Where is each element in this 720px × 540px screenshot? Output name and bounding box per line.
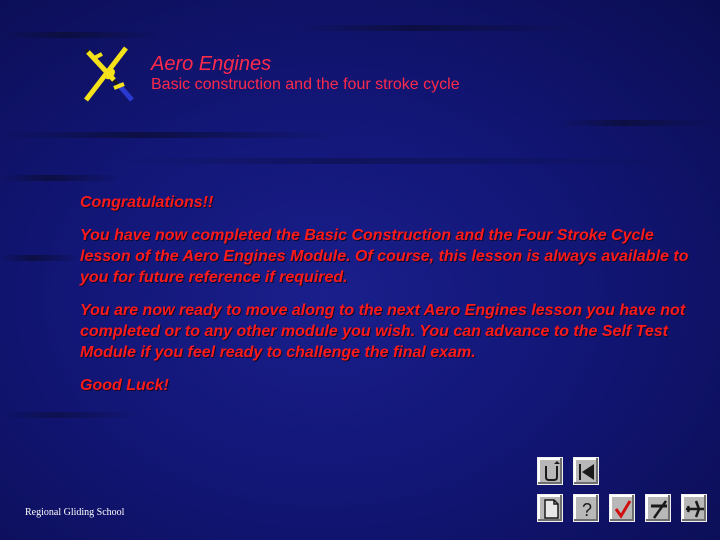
glider-plane-icon [80,44,138,106]
next-steps-paragraph: You are now ready to move along to the next Aero Engines lesson you have not completed or to any other module you wish. You can advance to the Self Test Module if you feel ready to challenge the final exam. [80,302,686,361]
crossed-out-button[interactable] [645,494,671,522]
background-streak [300,25,580,31]
background-streak [120,158,680,164]
check-button[interactable] [609,494,635,522]
page-subtitle: Basic construction and the four stroke cycle [151,76,460,93]
background-streak [560,120,720,126]
airplane-icon [682,495,708,523]
background-streak [0,255,80,261]
completion-paragraph: You have now completed the Basic Construction and the Four Stroke Cycle lesson of the Aero Engines Module. Of course, this lesson is always available to you for future reference if required. [80,227,689,286]
background-streak [0,412,140,418]
background-streak [0,132,340,138]
return-button[interactable] [537,457,563,485]
check-icon [610,495,636,523]
first-slide-icon [574,458,600,486]
return-icon [538,458,564,486]
background-streak [0,175,120,181]
congratulations-heading: Congratulations!! [80,194,214,211]
first-slide-button[interactable] [573,457,599,485]
closing-text: Good Luck! [80,377,169,394]
help-icon [574,495,600,523]
svg-text:?: ? [581,500,593,520]
airplane-button[interactable] [681,494,707,522]
background-streak [0,32,160,38]
document-icon [538,495,564,523]
footer-text: Regional Gliding School [25,507,125,518]
page-title: Aero Engines [151,53,272,75]
crossed-out-icon [646,495,672,523]
document-button[interactable] [537,494,563,522]
help-button[interactable] [573,494,599,522]
lesson-content [80,192,700,408]
